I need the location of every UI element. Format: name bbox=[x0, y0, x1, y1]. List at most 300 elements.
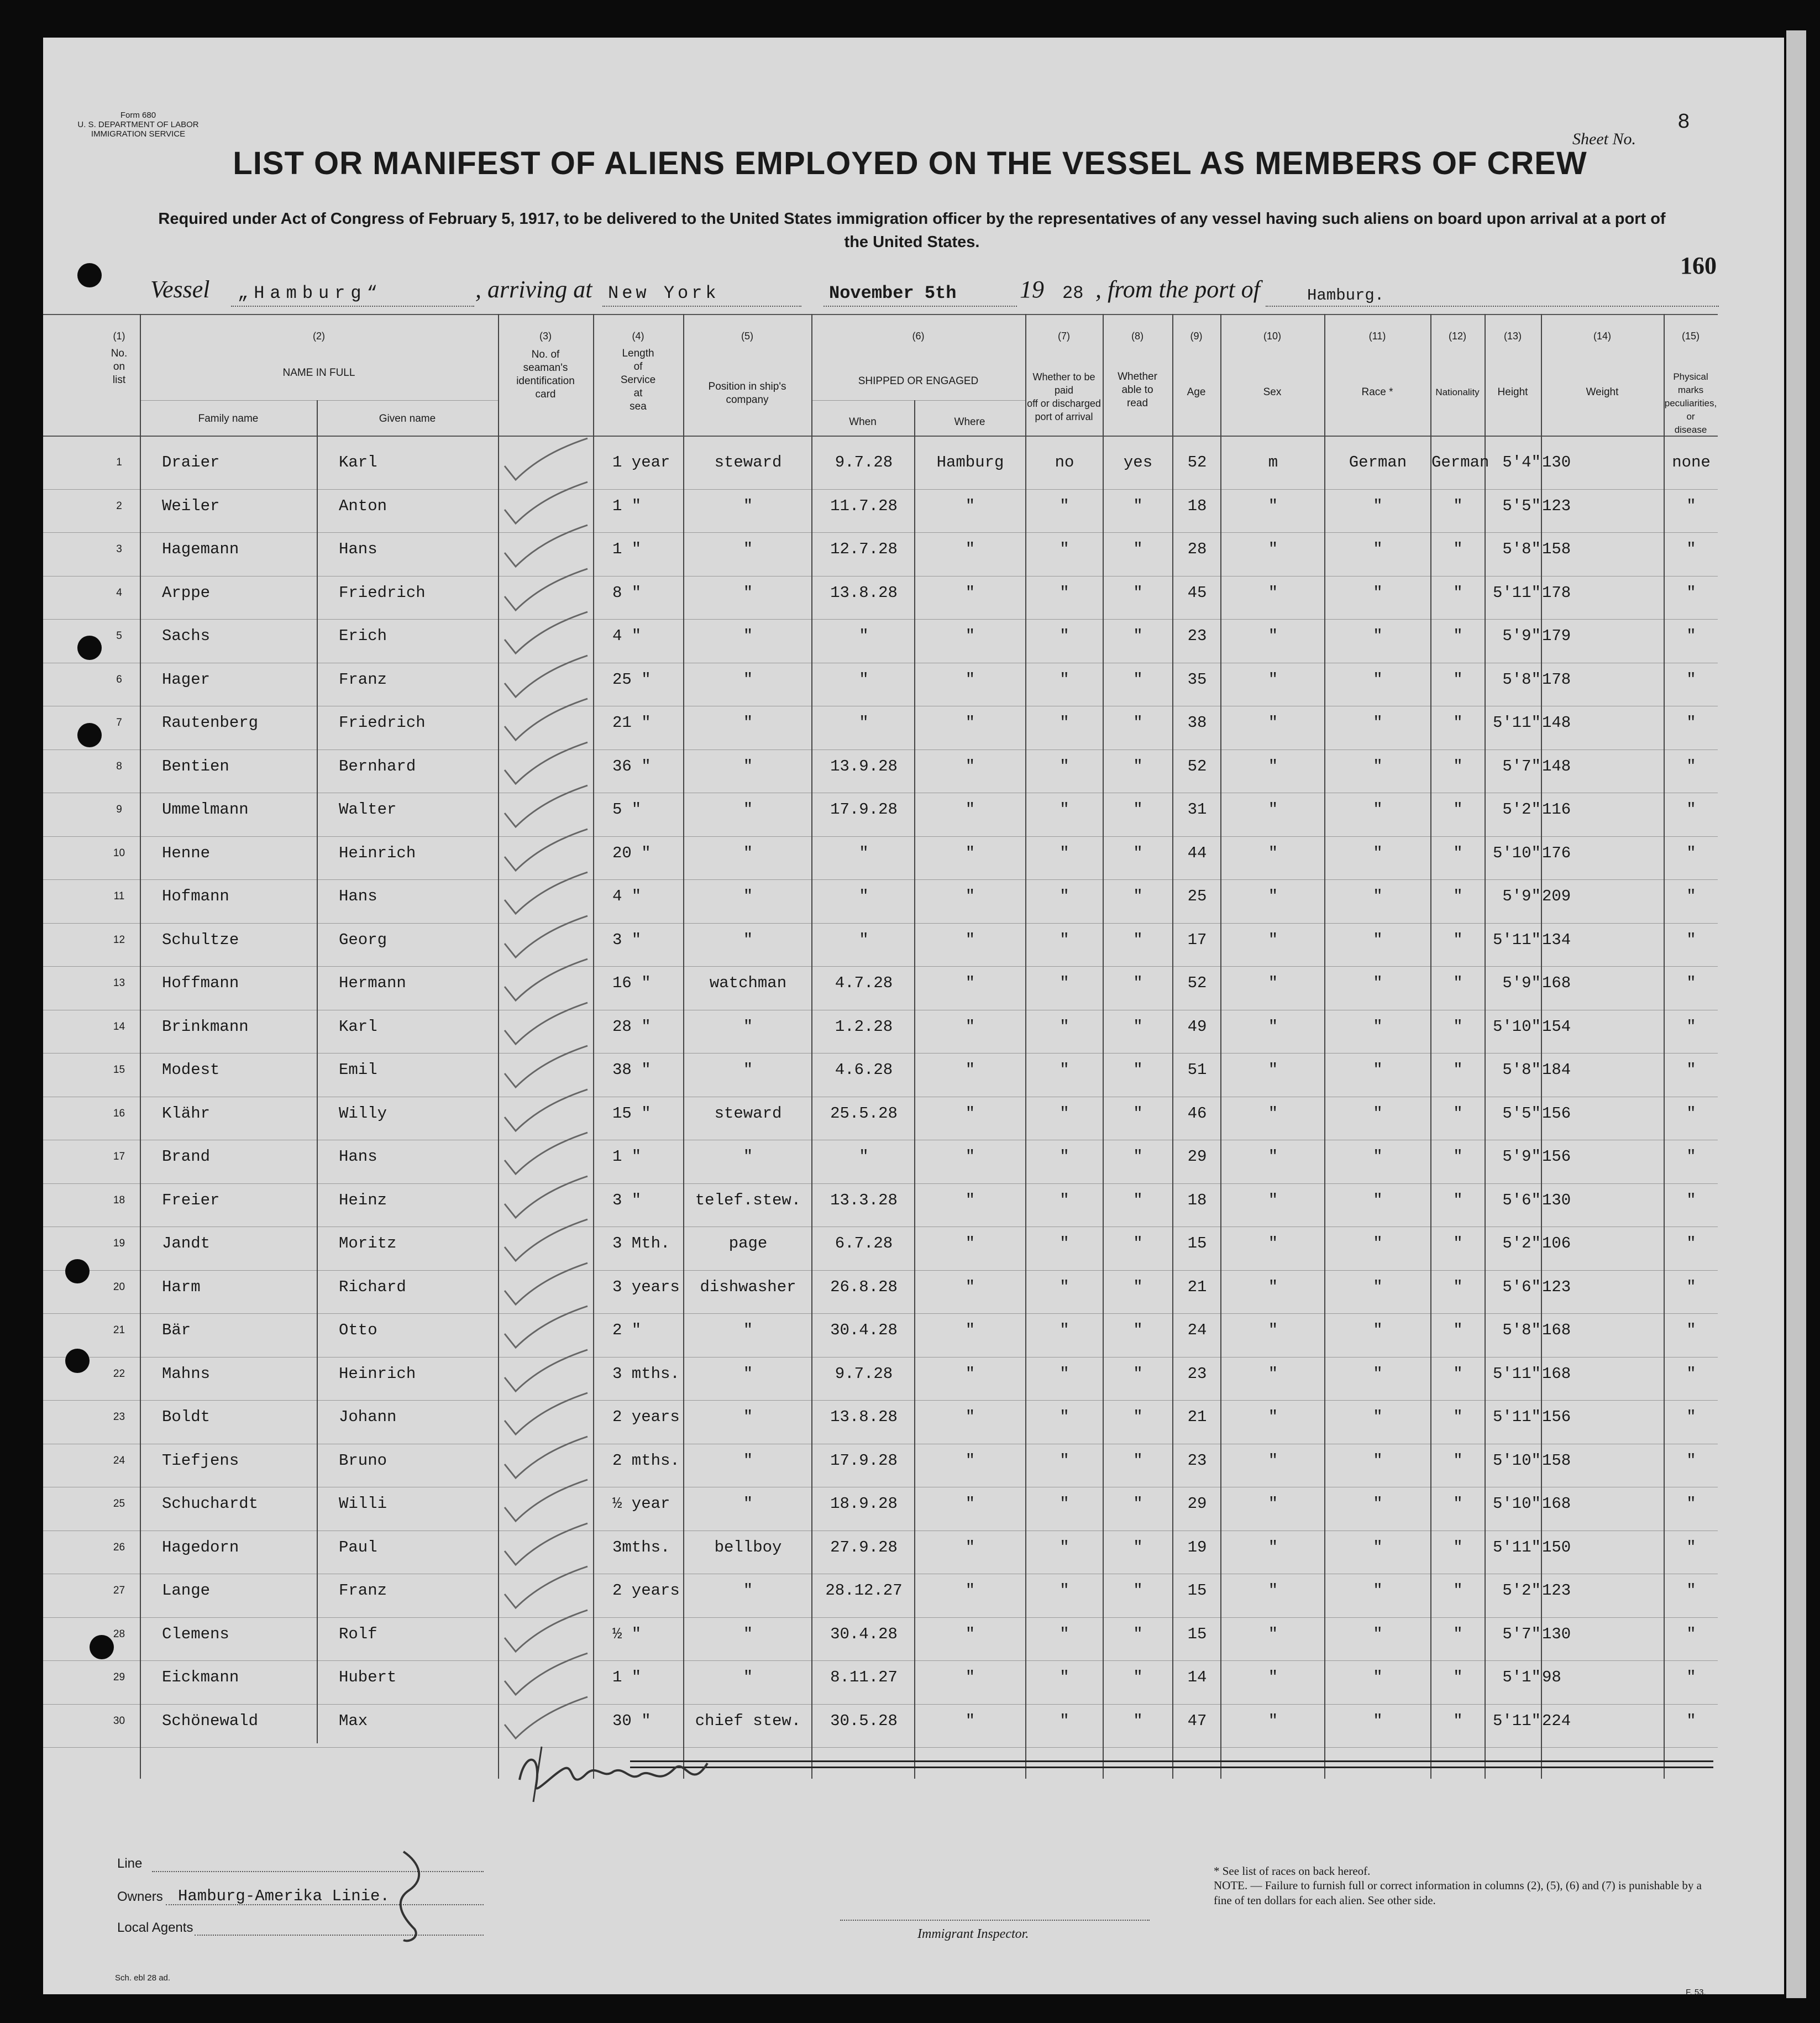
cell-given: Friedrich bbox=[339, 583, 426, 602]
cell-read: " bbox=[1133, 757, 1143, 775]
cell-paid: " bbox=[1060, 1451, 1069, 1470]
cell-no: 23 bbox=[113, 1411, 125, 1423]
cell-given: Heinrich bbox=[339, 843, 416, 862]
cell-where: " bbox=[965, 887, 975, 905]
cell-no: 7 bbox=[116, 717, 122, 729]
cell-position: chief stew. bbox=[695, 1711, 801, 1730]
colnum-5: (5) bbox=[741, 331, 753, 342]
cell-read: " bbox=[1133, 670, 1143, 689]
from-port: Hamburg. bbox=[1307, 286, 1384, 305]
header-paid-off: Whether to be paid off or discharged port of arrival bbox=[1027, 371, 1101, 422]
header-position: Position in ship's company bbox=[708, 381, 786, 406]
cell-given: Hans bbox=[339, 1147, 377, 1166]
cell-nationality: " bbox=[1453, 1104, 1463, 1123]
cell-race: " bbox=[1373, 1277, 1383, 1296]
cell-weight: 156 bbox=[1542, 1147, 1571, 1166]
colnum-15: (15) bbox=[1681, 331, 1700, 342]
cell-sex: " bbox=[1268, 496, 1278, 515]
cell-paid: " bbox=[1060, 1321, 1069, 1339]
header-age: Age bbox=[1187, 386, 1206, 398]
table-row bbox=[43, 1493, 1718, 1535]
cell-marks: " bbox=[1686, 974, 1696, 992]
cell-position: " bbox=[743, 757, 753, 775]
cell-race: " bbox=[1373, 1495, 1383, 1513]
colnum-3: (3) bbox=[539, 331, 552, 342]
table-row bbox=[43, 843, 1718, 885]
cell-age: 52 bbox=[1187, 453, 1207, 471]
cell-where: " bbox=[965, 1234, 975, 1252]
cell-weight: 148 bbox=[1542, 757, 1571, 775]
arrival-date: November 5th bbox=[829, 283, 957, 303]
cell-sex: " bbox=[1268, 1104, 1278, 1123]
cell-read: " bbox=[1133, 627, 1143, 645]
cell-service: 3 years bbox=[612, 1277, 680, 1296]
cell-race: " bbox=[1373, 1668, 1383, 1686]
cell-height: 5'11" bbox=[1492, 583, 1541, 602]
cell-where: " bbox=[965, 1451, 975, 1470]
cell-nationality: " bbox=[1453, 540, 1463, 558]
sheet-label: Sheet No. bbox=[1572, 130, 1636, 148]
cell-service: 28 " bbox=[612, 1017, 651, 1036]
cell-height: 5'9" bbox=[1502, 974, 1541, 992]
cell-family: Hagemann bbox=[162, 540, 239, 558]
table-row bbox=[43, 452, 1718, 494]
cell-age: 29 bbox=[1187, 1495, 1207, 1513]
check-mark-icon bbox=[499, 479, 593, 529]
header-weight: Weight bbox=[1586, 386, 1619, 398]
cell-weight: 123 bbox=[1542, 496, 1571, 515]
cell-given: Hubert bbox=[339, 1668, 397, 1686]
cell-read: " bbox=[1133, 1581, 1143, 1600]
colnum-4: (4) bbox=[632, 331, 644, 342]
cell-age: 38 bbox=[1187, 714, 1207, 732]
cell-service: 30 " bbox=[612, 1711, 651, 1730]
cell-race: " bbox=[1373, 670, 1383, 689]
cell-sex: " bbox=[1268, 1277, 1278, 1296]
race-note: * See list of races on back hereof. bbox=[1214, 1864, 1371, 1878]
cell-given: Richard bbox=[339, 1277, 406, 1296]
cell-where: " bbox=[965, 843, 975, 862]
cell-race: " bbox=[1373, 1147, 1383, 1166]
cell-race: " bbox=[1373, 1234, 1383, 1252]
cell-when: " bbox=[859, 930, 869, 949]
cell-no: 19 bbox=[113, 1238, 125, 1249]
check-mark-icon bbox=[499, 1434, 593, 1484]
cell-service: 4 " bbox=[612, 627, 642, 645]
cell-no: 6 bbox=[116, 673, 122, 685]
cell-age: 15 bbox=[1187, 1624, 1207, 1643]
cell-when: 1.2.28 bbox=[835, 1017, 893, 1036]
cell-service: 4 " bbox=[612, 887, 642, 905]
check-mark-icon bbox=[499, 1043, 593, 1093]
cell-nationality: " bbox=[1453, 1061, 1463, 1079]
page-subtitle: Required under Act of Congress of February 5, 1917, to be delivered to the United States immigration officer by the representatives of any vessel having such aliens on board upon arrival at a port of the United States. bbox=[158, 210, 1666, 251]
cell-read: " bbox=[1133, 800, 1143, 819]
cell-given: Erich bbox=[339, 627, 387, 645]
cell-family: Bentien bbox=[162, 757, 229, 775]
cell-when: 30.4.28 bbox=[830, 1624, 898, 1643]
cell-family: Mahns bbox=[162, 1364, 211, 1383]
cell-no: 21 bbox=[113, 1324, 125, 1336]
header-read: Whether able to read bbox=[1118, 371, 1157, 409]
cell-position: " bbox=[743, 1147, 753, 1166]
cell-when: " bbox=[859, 1147, 869, 1166]
cell-marks: " bbox=[1686, 843, 1696, 862]
cell-where: " bbox=[965, 540, 975, 558]
cell-no: 3 bbox=[116, 543, 122, 555]
cell-weight: 168 bbox=[1542, 1364, 1571, 1383]
cell-height: 5'11" bbox=[1492, 714, 1541, 732]
cell-paid: " bbox=[1060, 1017, 1069, 1036]
schedule-code: Sch. ebl 28 ad. bbox=[115, 1973, 171, 1983]
cell-position: " bbox=[743, 1061, 753, 1079]
cell-family: Henne bbox=[162, 843, 211, 862]
cell-service: 3mths. bbox=[612, 1538, 670, 1556]
header-when: When bbox=[849, 416, 877, 428]
check-mark-icon bbox=[499, 436, 593, 485]
cell-marks: " bbox=[1686, 540, 1696, 558]
check-mark-icon bbox=[499, 522, 593, 572]
cell-race: " bbox=[1373, 540, 1383, 558]
cell-sex: " bbox=[1268, 887, 1278, 905]
cell-race: " bbox=[1373, 974, 1383, 992]
cell-age: 25 bbox=[1187, 887, 1207, 905]
cell-height: 5'2" bbox=[1502, 1581, 1541, 1600]
cell-race: " bbox=[1373, 1538, 1383, 1556]
cell-no: 16 bbox=[113, 1107, 125, 1119]
cell-family: Klähr bbox=[162, 1104, 211, 1123]
cell-weight: 156 bbox=[1542, 1408, 1571, 1426]
cell-sex: " bbox=[1268, 1234, 1278, 1252]
table-row bbox=[43, 1580, 1718, 1622]
cell-age: 44 bbox=[1187, 843, 1207, 862]
cell-paid: " bbox=[1060, 1364, 1069, 1383]
cell-family: Schultze bbox=[162, 930, 239, 949]
table-row bbox=[43, 583, 1718, 625]
cell-position: " bbox=[743, 1624, 753, 1643]
table-row bbox=[43, 886, 1718, 928]
cell-age: 15 bbox=[1187, 1234, 1207, 1252]
cell-sex: " bbox=[1268, 1668, 1278, 1686]
cell-nationality: " bbox=[1453, 887, 1463, 905]
cell-marks: " bbox=[1686, 1321, 1696, 1339]
cell-paid: " bbox=[1060, 627, 1069, 645]
cell-age: 19 bbox=[1187, 1538, 1207, 1556]
cell-when: 18.9.28 bbox=[830, 1495, 898, 1513]
cell-nationality: " bbox=[1453, 1147, 1463, 1166]
cell-position: " bbox=[743, 1581, 753, 1600]
cell-weight: 168 bbox=[1542, 1321, 1571, 1339]
cell-age: 35 bbox=[1187, 670, 1207, 689]
cell-paid: " bbox=[1060, 1711, 1069, 1730]
cell-when: 26.8.28 bbox=[830, 1277, 898, 1296]
cell-position: " bbox=[743, 496, 753, 515]
cell-paid: " bbox=[1060, 1408, 1069, 1426]
colnum-2: (2) bbox=[313, 331, 325, 342]
check-mark-icon bbox=[499, 1347, 593, 1397]
header-physical-marks: Physical marks peculiarities, or disease bbox=[1664, 371, 1717, 435]
cell-service: 16 " bbox=[612, 974, 651, 992]
cell-marks: " bbox=[1686, 714, 1696, 732]
cell-paid: " bbox=[1060, 1147, 1069, 1166]
cell-where: " bbox=[965, 1277, 975, 1296]
cell-sex: " bbox=[1268, 583, 1278, 602]
cell-read: " bbox=[1133, 1711, 1143, 1730]
cell-where: " bbox=[965, 1538, 975, 1556]
cell-height: 5'8" bbox=[1502, 1321, 1541, 1339]
cell-race: " bbox=[1373, 1104, 1383, 1123]
cell-marks: " bbox=[1686, 1234, 1696, 1252]
header-given-name: Given name bbox=[379, 413, 436, 424]
cell-read: " bbox=[1133, 496, 1143, 515]
cell-position: steward bbox=[714, 1104, 782, 1123]
colnum-11: (11) bbox=[1368, 331, 1386, 342]
cell-no: 17 bbox=[113, 1151, 125, 1162]
check-mark-icon bbox=[499, 826, 593, 876]
cell-family: Schuchardt bbox=[162, 1495, 259, 1513]
cell-service: 1 " bbox=[612, 1668, 642, 1686]
cell-given: Karl bbox=[339, 453, 377, 471]
cell-read: yes bbox=[1123, 453, 1153, 471]
cell-sex: " bbox=[1268, 714, 1278, 732]
check-mark-icon bbox=[499, 1564, 593, 1613]
cell-no: 24 bbox=[113, 1454, 125, 1466]
cell-age: 14 bbox=[1187, 1668, 1207, 1686]
cell-weight: 154 bbox=[1542, 1017, 1571, 1036]
cell-family: Freier bbox=[162, 1191, 220, 1209]
cell-where: " bbox=[965, 670, 975, 689]
cell-given: Franz bbox=[339, 670, 387, 689]
cell-nationality: " bbox=[1453, 843, 1463, 862]
cell-sex: " bbox=[1268, 1017, 1278, 1036]
cell-family: Boldt bbox=[162, 1408, 211, 1426]
cell-no: 10 bbox=[113, 847, 125, 859]
cell-when: 30.4.28 bbox=[830, 1321, 898, 1339]
cell-position: " bbox=[743, 1451, 753, 1470]
cell-nationality: " bbox=[1453, 974, 1463, 992]
cell-paid: " bbox=[1060, 1191, 1069, 1209]
cell-race: " bbox=[1373, 1061, 1383, 1079]
cell-when: " bbox=[859, 670, 869, 689]
cell-where: " bbox=[965, 1017, 975, 1036]
cell-height: 5'11" bbox=[1492, 930, 1541, 949]
cell-height: 5'11" bbox=[1492, 1711, 1541, 1730]
cell-position: " bbox=[743, 800, 753, 819]
cell-service: 20 " bbox=[612, 843, 651, 862]
cell-sex: " bbox=[1268, 843, 1278, 862]
cell-when: 28.12.27 bbox=[825, 1581, 903, 1600]
header-name-in-full: NAME IN FULL bbox=[282, 367, 355, 379]
cell-weight: 156 bbox=[1542, 1104, 1571, 1123]
colnum-8: (8) bbox=[1131, 331, 1144, 342]
check-mark-icon bbox=[499, 869, 593, 919]
cell-sex: " bbox=[1268, 974, 1278, 992]
cell-service: 15 " bbox=[612, 1104, 651, 1123]
cell-weight: 116 bbox=[1542, 800, 1571, 819]
cell-nationality: German bbox=[1431, 453, 1489, 471]
cell-given: Karl bbox=[339, 1017, 377, 1036]
cell-nationality: " bbox=[1453, 714, 1463, 732]
punch-hole bbox=[90, 1635, 114, 1659]
cell-family: Rautenberg bbox=[162, 714, 259, 732]
table-row bbox=[43, 1711, 1718, 1753]
cell-paid: " bbox=[1060, 1061, 1069, 1079]
cell-no: 26 bbox=[113, 1541, 125, 1553]
cell-marks: " bbox=[1686, 1277, 1696, 1296]
cell-family: Brinkmann bbox=[162, 1017, 249, 1036]
cell-nationality: " bbox=[1453, 1191, 1463, 1209]
table-row bbox=[43, 1060, 1718, 1102]
cell-family: Bär bbox=[162, 1321, 191, 1339]
cell-no: 20 bbox=[113, 1281, 125, 1293]
cell-no: 29 bbox=[113, 1671, 125, 1683]
arriving-port: New York bbox=[608, 283, 720, 303]
year-suffix: 28 bbox=[1062, 283, 1084, 303]
cell-paid: " bbox=[1060, 540, 1069, 558]
cell-where: " bbox=[965, 496, 975, 515]
vessel-name: „Hamburg“ bbox=[238, 283, 383, 303]
cell-height: 5'11" bbox=[1492, 1364, 1541, 1383]
cell-paid: " bbox=[1060, 974, 1069, 992]
cell-family: Hofmann bbox=[162, 887, 229, 905]
cell-paid: " bbox=[1060, 1624, 1069, 1643]
cell-race: " bbox=[1373, 1408, 1383, 1426]
cell-age: 51 bbox=[1187, 1061, 1207, 1079]
cell-marks: " bbox=[1686, 1495, 1696, 1513]
cell-race: " bbox=[1373, 1451, 1383, 1470]
cell-weight: 178 bbox=[1542, 670, 1571, 689]
cell-no: 1 bbox=[116, 457, 122, 468]
cell-weight: 130 bbox=[1542, 1191, 1571, 1209]
cell-race: " bbox=[1373, 714, 1383, 732]
page-edge bbox=[1786, 30, 1806, 1998]
header-no-on-list: No. on list bbox=[111, 348, 128, 386]
cell-when: 9.7.28 bbox=[835, 453, 893, 471]
cell-age: 23 bbox=[1187, 1451, 1207, 1470]
table-row bbox=[43, 496, 1718, 538]
cell-when: 12.7.28 bbox=[830, 540, 898, 558]
table-row bbox=[43, 1537, 1718, 1579]
cell-weight: 224 bbox=[1542, 1711, 1571, 1730]
cell-weight: 134 bbox=[1542, 930, 1571, 949]
cell-marks: " bbox=[1686, 1147, 1696, 1166]
cell-marks: " bbox=[1686, 627, 1696, 645]
cell-weight: 148 bbox=[1542, 714, 1571, 732]
cell-service: 2 years bbox=[612, 1581, 680, 1600]
cell-marks: " bbox=[1686, 1624, 1696, 1643]
cell-position: page bbox=[728, 1234, 768, 1252]
immigrant-inspector-label: Immigrant Inspector. bbox=[917, 1927, 1029, 1941]
cell-service: 3 " bbox=[612, 1191, 642, 1209]
cell-read: " bbox=[1133, 1495, 1143, 1513]
cell-race: " bbox=[1373, 1581, 1383, 1600]
cell-marks: " bbox=[1686, 1408, 1696, 1426]
cell-nationality: " bbox=[1453, 583, 1463, 602]
check-mark-icon bbox=[499, 1173, 593, 1223]
local-agents-label: Local Agents bbox=[117, 1920, 193, 1935]
cell-when: " bbox=[859, 887, 869, 905]
cell-read: " bbox=[1133, 583, 1143, 602]
cell-where: " bbox=[965, 930, 975, 949]
header-race: Race * bbox=[1361, 386, 1393, 398]
official-signature bbox=[508, 1741, 741, 1807]
cell-position: " bbox=[743, 714, 753, 732]
cell-sex: " bbox=[1268, 1408, 1278, 1426]
cell-race: German bbox=[1349, 453, 1407, 471]
cell-weight: 123 bbox=[1542, 1581, 1571, 1600]
cell-read: " bbox=[1133, 714, 1143, 732]
cell-nationality: " bbox=[1453, 670, 1463, 689]
cell-read: " bbox=[1133, 974, 1143, 992]
cell-position: telef.stew. bbox=[695, 1191, 801, 1209]
cell-family: Hoffmann bbox=[162, 974, 239, 992]
cell-read: " bbox=[1133, 1061, 1143, 1079]
cell-race: " bbox=[1373, 1624, 1383, 1643]
cell-service: 2 " bbox=[612, 1321, 642, 1339]
cell-no: 22 bbox=[113, 1367, 125, 1380]
cell-service: ½ year bbox=[612, 1495, 670, 1513]
cell-marks: " bbox=[1686, 930, 1696, 949]
cell-given: Otto bbox=[339, 1321, 377, 1339]
cell-weight: 98 bbox=[1542, 1668, 1561, 1686]
cell-weight: 179 bbox=[1542, 627, 1571, 645]
cell-weight: 209 bbox=[1542, 887, 1571, 905]
cell-marks: " bbox=[1686, 583, 1696, 602]
cell-read: " bbox=[1133, 1104, 1143, 1123]
header-shipped: SHIPPED OR ENGAGED bbox=[858, 375, 979, 387]
table-row bbox=[43, 1103, 1718, 1145]
cell-service: 21 " bbox=[612, 714, 651, 732]
cell-read: " bbox=[1133, 1017, 1143, 1036]
cell-where: " bbox=[965, 757, 975, 775]
table-row bbox=[43, 756, 1718, 798]
table-row bbox=[43, 1233, 1718, 1275]
cell-when: 17.9.28 bbox=[830, 1451, 898, 1470]
cell-paid: " bbox=[1060, 1277, 1069, 1296]
cell-given: Paul bbox=[339, 1538, 377, 1556]
check-mark-icon bbox=[499, 1217, 593, 1266]
cell-height: 5'2" bbox=[1502, 800, 1541, 819]
cell-paid: " bbox=[1060, 583, 1069, 602]
cell-given: Friedrich bbox=[339, 714, 426, 732]
cell-nationality: " bbox=[1453, 1624, 1463, 1643]
cell-no: 30 bbox=[113, 1715, 125, 1727]
cell-when: 13.9.28 bbox=[830, 757, 898, 775]
cell-position: " bbox=[743, 1495, 753, 1513]
line-label: Line bbox=[117, 1856, 143, 1871]
cell-given: Bruno bbox=[339, 1451, 387, 1470]
cell-given: Willy bbox=[339, 1104, 387, 1123]
cell-when: 25.5.28 bbox=[830, 1104, 898, 1123]
cell-height: 5'5" bbox=[1502, 496, 1541, 515]
cell-age: 17 bbox=[1187, 930, 1207, 949]
colnum-14: (14) bbox=[1593, 331, 1611, 342]
cell-marks: " bbox=[1686, 1104, 1696, 1123]
cell-position: " bbox=[743, 627, 753, 645]
colnum-6: (6) bbox=[912, 331, 925, 342]
cell-when: 30.5.28 bbox=[830, 1711, 898, 1730]
cell-nationality: " bbox=[1453, 930, 1463, 949]
cell-family: Clemens bbox=[162, 1624, 229, 1643]
cell-height: 5'10" bbox=[1492, 1451, 1541, 1470]
header-where: Where bbox=[954, 416, 985, 428]
cell-nationality: " bbox=[1453, 1668, 1463, 1686]
cell-marks: " bbox=[1686, 1061, 1696, 1079]
cell-race: " bbox=[1373, 843, 1383, 862]
cell-when: " bbox=[859, 714, 869, 732]
cell-paid: " bbox=[1060, 1104, 1069, 1123]
colnum-12: (12) bbox=[1448, 331, 1466, 342]
